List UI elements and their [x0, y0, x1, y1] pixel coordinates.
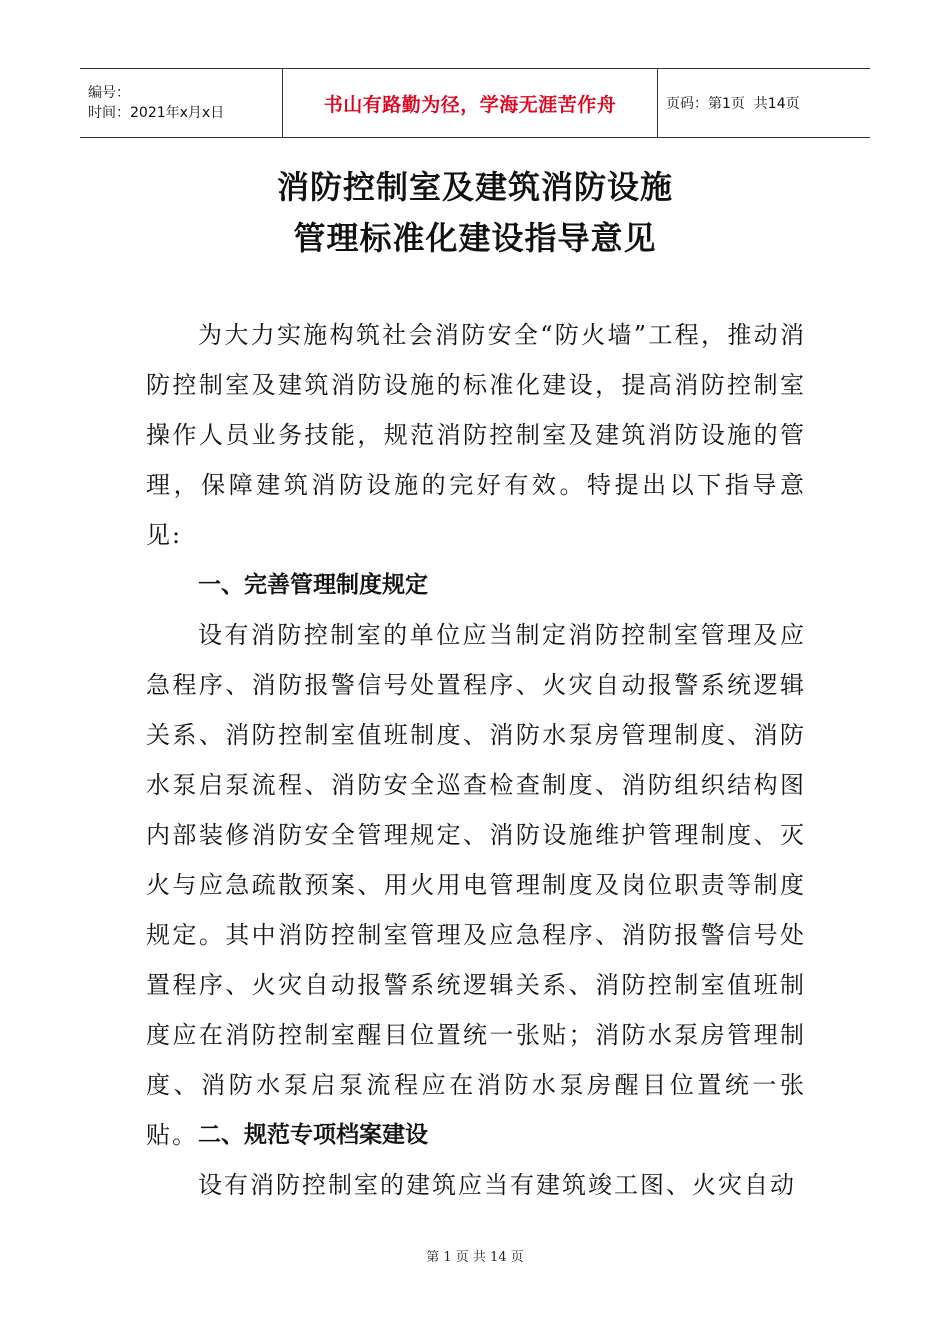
page-header: [80, 68, 870, 138]
section-heading-2: 二、规范专项档案建设: [198, 1122, 428, 1148]
header-right-cell: [658, 69, 870, 137]
header-left-cell: [80, 69, 282, 137]
header-motto-cell: [282, 69, 658, 137]
document-title-line-1: 消防控制室及建筑消防设施: [276, 168, 673, 206]
section-1-paragraph: 设有消防控制室的单位应当制定消防控制室管理及应急程序、消防报警信号处置程序、火灾自动报警系统逻辑关系、消防控制室值班制度、消防水泵房管理制度、消防水泵启泵流程、消防安全巡查检查制度、消防组织结构图内部装修消防安全管理规定、消防设施维护管理制度、灭火与应急疏散预案、用火用电管理制度及岗位职责等制度规定。其中消防控制室管理及应急程序、消防报警信号处置程序、火灾自动报警系统逻辑关系、消防控制室值班制度应在消防控制室醒目位置统一张贴；消防水泵房管理制度、消防水泵启泵流程应在消防水泵房醒目位置统一张贴。: [146, 621, 806, 1149]
page-footer: 第 1 页 共 14 页: [426, 1250, 524, 1265]
document-title-line-2: 管理标准化建设指导意见: [293, 219, 657, 257]
intro-paragraph: 为大力实施构筑社会消防安全“防火墙”工程，推动消防控制室及建筑消防设施的标准化建设，提高消防控制室操作人员业务技能，规范消防控制室及建筑消防设施的管理，保障建筑消防设施的完好有效。特提出以下指导意见:: [146, 321, 806, 549]
header-motto: 书山有路勤为径，学海无涯苦作舟: [323, 93, 617, 116]
date-label: 时间：2021年x月x日: [88, 105, 225, 121]
serial-number-label: 编号：: [88, 85, 130, 101]
page-number-info: 页码：第1页 共14页: [666, 96, 800, 112]
section-heading-1: 一、完善管理制度规定: [198, 572, 428, 598]
section-2-paragraph: 设有消防控制室的建筑应当有建筑竣工图、火灾自动: [198, 1171, 796, 1199]
